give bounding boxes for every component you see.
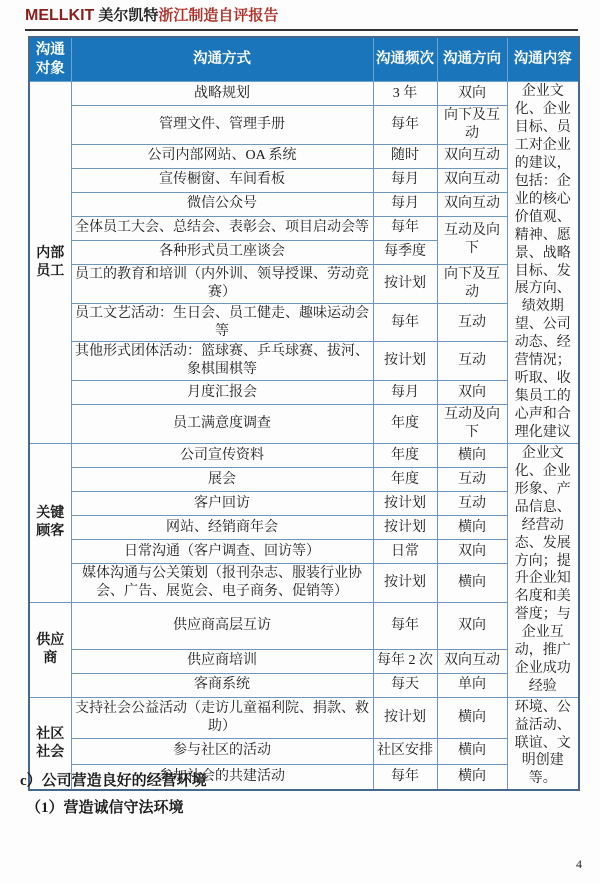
- cell-frequency: 每天: [373, 673, 437, 697]
- cell-method: 网站、经销商年会: [71, 516, 373, 540]
- cell-method: 公司宣传资料: [71, 444, 373, 468]
- cell-direction: 互动: [437, 303, 507, 342]
- cell-method: 全体员工大会、总结会、表彰会、项目启动会等: [71, 216, 373, 240]
- cell-frequency: 3 年: [373, 82, 437, 106]
- cell-method: 月度汇报会: [71, 381, 373, 405]
- cell-direction: 双向互动: [437, 144, 507, 168]
- table-row: [29, 468, 579, 492]
- cell-method: 各种形式员工座谈会: [71, 240, 373, 264]
- cell-frequency: 按计划: [373, 564, 437, 603]
- section-heading-c: c）公司营造良好的经营环境: [20, 773, 207, 789]
- table-row: [29, 106, 579, 145]
- cell-direction: 双向: [437, 540, 507, 564]
- table-row: [29, 516, 579, 540]
- cell-stakeholder-group: 关键顾客: [29, 444, 71, 603]
- table-body: [29, 82, 579, 791]
- table-row: [29, 264, 579, 303]
- cell-direction: 双向: [437, 82, 507, 106]
- cell-frequency: 每年: [373, 106, 437, 145]
- table-row: [29, 564, 579, 603]
- cell-method: 媒体沟通与公关策划（报刊杂志、服装行业协会、广告、展览会、电子商务、促销等）: [71, 564, 373, 603]
- cell-frequency: 每年: [373, 602, 437, 649]
- cell-direction: 横向: [437, 564, 507, 603]
- cell-frequency: 按计划: [373, 697, 437, 738]
- table-row: [29, 673, 579, 697]
- cell-method: 宣传橱窗、车间看板: [71, 168, 373, 192]
- table-row: [29, 739, 579, 765]
- cell-frequency: 每年: [373, 216, 437, 240]
- table-row: [29, 444, 579, 468]
- cell-method: 员工的教育和培训（内外训、领导授课、劳动竞赛）: [71, 264, 373, 303]
- table-row: [29, 144, 579, 168]
- table-row: [29, 303, 579, 342]
- cell-frequency: 年度: [373, 444, 437, 468]
- cell-method: 支持社会公益活动（走访儿童福利院、捐款、救助）: [71, 697, 373, 738]
- cell-method: 公司内部网站、OA 系统: [71, 144, 373, 168]
- table-row: [29, 697, 579, 738]
- cell-frequency: 按计划: [373, 342, 437, 381]
- cell-method: 参加社会的共建活动: [71, 764, 373, 790]
- cell-method: 微信公众号: [71, 192, 373, 216]
- table-row: [29, 405, 579, 444]
- cell-method: 员工文艺活动：生日会、员工健走、趣味运动会等: [71, 303, 373, 342]
- table-row: [29, 192, 579, 216]
- cell-method: 客商系统: [71, 673, 373, 697]
- cell-direction: 单向: [437, 673, 507, 697]
- cell-stakeholder-group: 供应商: [29, 602, 71, 697]
- cell-method: 员工满意度调查: [71, 405, 373, 444]
- cell-method: 客户回访: [71, 492, 373, 516]
- cell-method: 供应商高层互访: [71, 602, 373, 649]
- page-number: 4: [576, 857, 582, 871]
- cell-direction: 双向互动: [437, 649, 507, 673]
- cell-direction: 横向: [437, 697, 507, 738]
- table-row: [29, 540, 579, 564]
- report-header: [25, 6, 578, 31]
- cell-content: 环境、公益活动、联谊、文明创建等。: [507, 697, 579, 790]
- cell-content: 企业文化、企业形象、产品信息、经营动态、发展方向；提升企业知名度和美誉度；与企业互动，推广企业成功经验: [507, 444, 579, 698]
- cell-frequency: 年度: [373, 405, 437, 444]
- company-name: 美尔凯特: [98, 8, 159, 24]
- cell-method: 其他形式团体活动：篮球赛、乒乓球赛、拔河、象棋围棋等: [71, 342, 373, 381]
- table-row: [29, 342, 579, 381]
- subsection-heading-1: （1）营造诚信守法环境: [26, 800, 184, 816]
- cell-direction: 横向: [437, 764, 507, 790]
- cell-direction: 互动: [437, 492, 507, 516]
- cell-frequency: 每月: [373, 168, 437, 192]
- cell-frequency: 按计划: [373, 264, 437, 303]
- cell-direction: 互动: [437, 342, 507, 381]
- cell-direction: 双向互动: [437, 168, 507, 192]
- cell-frequency: 每年: [373, 303, 437, 342]
- cell-direction: 双向互动: [437, 192, 507, 216]
- table-row: [29, 82, 579, 106]
- cell-method: 展会: [71, 468, 373, 492]
- report-title: 浙江制造自评报告: [158, 8, 279, 24]
- table-row: [29, 649, 579, 673]
- table-row: [29, 216, 579, 240]
- cell-method: 日常沟通（客户调查、回访等）: [71, 540, 373, 564]
- cell-method: 战略规划: [71, 82, 373, 106]
- cell-direction: 互动及向下: [437, 216, 507, 264]
- table-row: [29, 492, 579, 516]
- communication-table: [28, 36, 580, 791]
- cell-frequency: 每年: [373, 764, 437, 790]
- brand-logo-text: MELLKIT: [25, 7, 95, 24]
- cell-method: 参与社区的活动: [71, 739, 373, 765]
- column-header-direction: 沟通方向: [437, 37, 507, 82]
- cell-frequency: 随时: [373, 144, 437, 168]
- cell-stakeholder-group: 内部员工: [29, 82, 71, 444]
- column-header-frequency: 沟通频次: [373, 37, 437, 82]
- cell-stakeholder-group: 社区社会: [29, 697, 71, 790]
- cell-frequency: 每年 2 次: [373, 649, 437, 673]
- cell-direction: 互动及向下: [437, 405, 507, 444]
- cell-direction: 横向: [437, 739, 507, 765]
- cell-direction: 横向: [437, 444, 507, 468]
- table-row: [29, 602, 579, 649]
- column-header-method: 沟通方式: [71, 37, 373, 82]
- cell-frequency: 年度: [373, 468, 437, 492]
- cell-frequency: 社区安排: [373, 739, 437, 765]
- cell-method: 管理文件、管理手册: [71, 106, 373, 145]
- cell-direction: 双向: [437, 381, 507, 405]
- cell-frequency: 每季度: [373, 240, 437, 264]
- table-header-row: [29, 37, 579, 82]
- table-row: [29, 381, 579, 405]
- cell-frequency: 每月: [373, 192, 437, 216]
- column-header-content: 沟通内容: [507, 37, 579, 82]
- cell-method: 供应商培训: [71, 649, 373, 673]
- cell-frequency: 每月: [373, 381, 437, 405]
- cell-frequency: 日常: [373, 540, 437, 564]
- cell-direction: 互动: [437, 468, 507, 492]
- cell-direction: 横向: [437, 516, 507, 540]
- cell-content: 企业文化、企业目标、员工对企业的建议，包括：企业的核心价值观、精神、愿景、战略目标、发展方向、绩效期望、公司动态、经营情况；听取、收集员工的心声和合理化建议: [507, 82, 579, 444]
- cell-frequency: 按计划: [373, 516, 437, 540]
- table-row: [29, 168, 579, 192]
- column-header-object: 沟通对象: [29, 37, 71, 82]
- cell-direction: 双向: [437, 602, 507, 649]
- cell-frequency: 按计划: [373, 492, 437, 516]
- cell-direction: 向下及互动: [437, 264, 507, 303]
- cell-direction: 向下及互动: [437, 106, 507, 145]
